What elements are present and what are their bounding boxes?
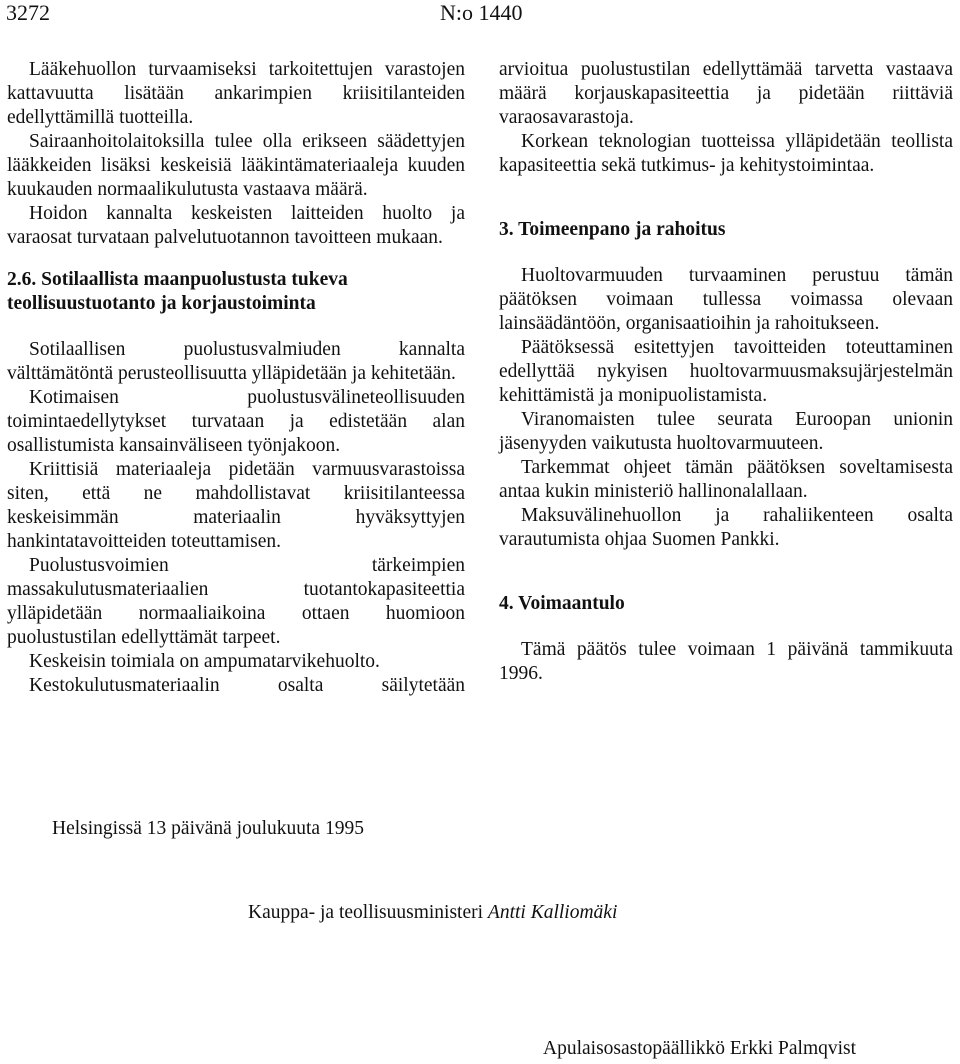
paragraph: Sairaanhoitolaitoksilla tulee olla erikseen säädettyjen lääkkeiden lisäksi keskeisiä lääkintämateriaaleja kuuden kuukauden normaalikulutusta vastaava määrä.	[7, 131, 465, 200]
paragraph: Kriittisiä materiaaleja pidetään varmuusvarastoissa siten, että ne mahdollistavat kriisitilanteessa keskeisimmän materiaalin hyväksyttyjen hankintatavoitteiden toteuttamisen.	[7, 459, 465, 552]
paragraph: Tämä päätös tulee voimaan 1 päivänä tammikuuta 1996.	[499, 639, 953, 684]
page-number: 3272	[6, 0, 50, 25]
issue-number: N:o 1440	[440, 0, 523, 25]
paragraph: Sotilaallisen puolustusvalmiuden kannalta välttämätöntä perusteollisuutta ylläpidetään ja kehitetään.	[7, 339, 465, 384]
paragraph: Viranomaisten tulee seurata Euroopan unionin jäsenyyden vaikutusta huoltovarmuuteen.	[499, 409, 953, 454]
paragraph: Lääkehuollon turvaamiseksi tarkoitettujen varastojen kattavuutta lisätään ankarimpien kriisitilanteiden edellyttämillä tuotteilla.	[7, 59, 465, 128]
place-and-date: Helsingissä 13 päivänä joulukuuta 1995	[52, 818, 364, 839]
paragraph: Korkean teknologian tuotteissa ylläpidetään teollista kapasiteettia sekä tutkimus- ja kehitystoimintaa.	[499, 131, 953, 176]
paragraph: Päätöksessä esitettyjen tavoitteiden toteuttaminen edellyttää nykyisen huoltovarmuusmaksujärjestelmän kehittämistä ja monipuolistamista.	[499, 337, 953, 406]
signature-name: Antti Kalliomäki	[487, 902, 618, 923]
paragraph: Keskeisin toimiala on ampumatarvikehuolto.	[29, 651, 380, 672]
section-heading-2-6: 2.6. Sotilaallista maanpuolustusta tukeva teollisuustuotanto ja korjaustoiminta	[7, 269, 348, 314]
paragraph: Huoltovarmuuden turvaaminen perustuu tämän päätöksen voimaan tullessa voimassa olevaan lainsäädäntöön, organisaatioihin ja rahoitukseen.	[499, 265, 953, 334]
right-column	[499, 58, 953, 686]
paragraph: Tarkemmat ohjeet tämän päätöksen soveltamisesta antaa kukin ministeriö hallinonalallaan.	[499, 457, 953, 502]
signature-minister	[248, 902, 617, 924]
paragraph: Kotimaisen puolustusvälineteollisuuden toimintaedellytykset turvataan ja edistetään alan osallistumista kansainväliseen työnjakoon.	[7, 387, 465, 456]
paragraph: Kestokulutusmateriaalin osalta säilytetään	[29, 675, 465, 696]
signature-official: Apulaisosastopäällikkö Erkki Palmqvist	[543, 1038, 857, 1059]
paragraph: Puolustusvoimien tärkeimpien massakulutusmateriaalien tuotantokapasiteettia ylläpidetään normaaliaikoina ottaen huomioon puolustustilan edellyttämät tarpeet.	[7, 555, 465, 648]
signature-title: Kauppa- ja teollisuusministeri	[248, 902, 484, 923]
paragraph: arvioitua puolustustilan edellyttämää tarvetta vastaava määrä korjauskapasiteettia ja pidetään riittäviä varaosavarastoja.	[499, 59, 953, 128]
page-header	[0, 0, 960, 30]
section-heading-3: 3. Toimeenpano ja rahoitus	[499, 219, 726, 240]
paragraph: Hoidon kannalta keskeisten laitteiden huolto ja varaosat turvataan palvelutuotannon tavoitteen mukaan.	[7, 203, 465, 248]
left-column	[7, 58, 465, 698]
section-heading-4: 4. Voimaantulo	[499, 593, 625, 614]
paragraph: Maksuvälinehuollon ja rahaliikenteen osalta varautumista ohjaa Suomen Pankki.	[499, 505, 953, 550]
